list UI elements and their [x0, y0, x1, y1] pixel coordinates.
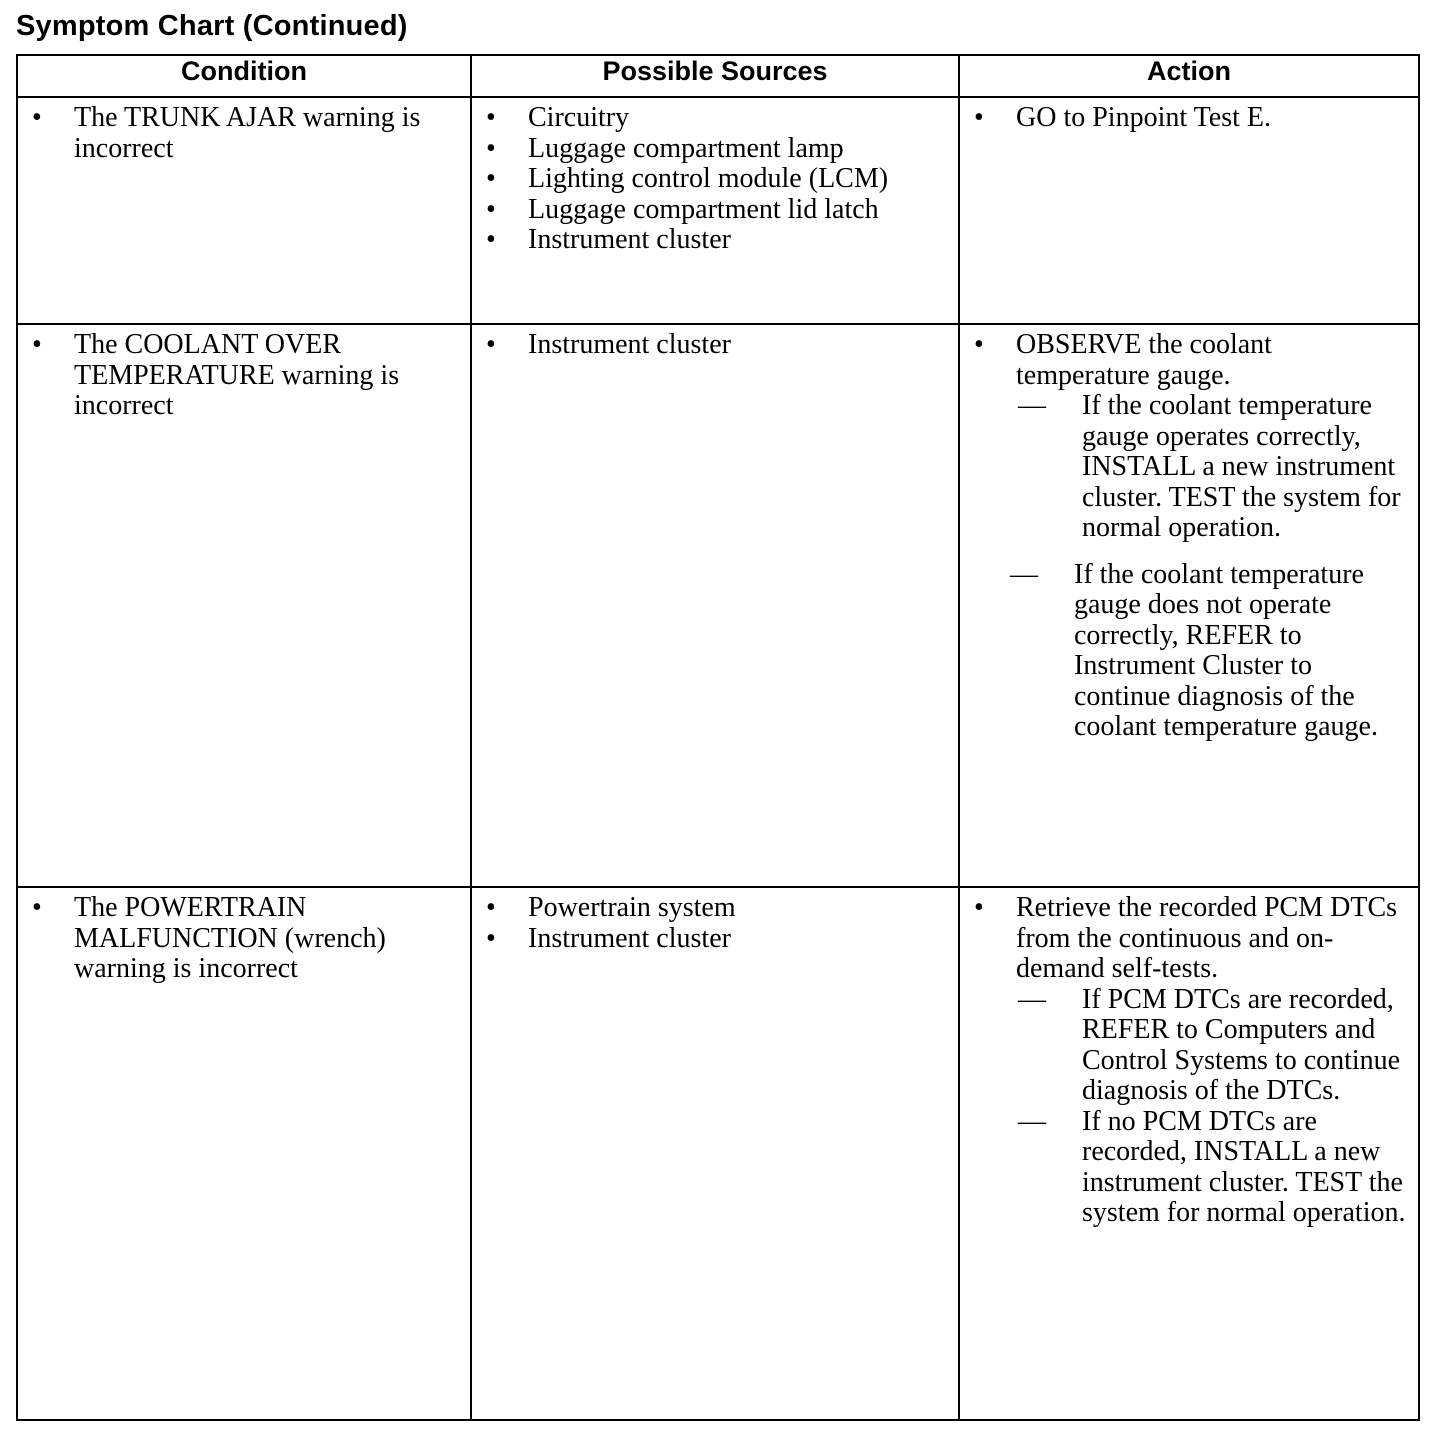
action-text: OBSERVE the coolant temperature gauge. — [1016, 329, 1272, 391]
source-text: Luggage compartment lamp — [528, 132, 844, 164]
source-item — [472, 330, 950, 361]
action-header: Action — [959, 55, 1419, 97]
action-cell — [959, 887, 1419, 1420]
header-row — [17, 55, 1419, 97]
condition-cell — [17, 887, 471, 1420]
substep-text: If PCM DTCs are recorded, REFER to Computers and Control Systems to continue diagnosis of the DTCs. — [1082, 983, 1401, 1106]
action-item — [960, 330, 1410, 743]
dash-icon: — — [1010, 558, 1038, 590]
dash-icon: — — [1018, 1105, 1046, 1137]
action-substep — [1016, 985, 1410, 1107]
bullet-icon: • — [486, 329, 496, 360]
bullet-icon: • — [486, 922, 496, 954]
condition-text: The TRUNK AJAR warning is incorrect — [74, 102, 421, 164]
action-substep — [1016, 1107, 1410, 1229]
bullet-icon: • — [974, 892, 984, 923]
condition-item — [18, 893, 462, 985]
bullet-icon: • — [486, 892, 496, 923]
action-substep — [1010, 558, 1410, 743]
dash-icon: — — [1018, 390, 1046, 421]
condition-cell — [17, 324, 471, 887]
sources-cell — [471, 97, 959, 324]
source-text: Circuitry — [528, 102, 630, 133]
condition-text: The COOLANT OVER TEMPERATURE warning is incorrect — [74, 329, 400, 421]
source-item — [472, 195, 950, 226]
bullet-icon: • — [486, 163, 496, 194]
substep-text: If the coolant temperature gauge operates correctly, INSTALL a new instrument cluster. TEST the system for normal operation. — [1082, 390, 1401, 543]
source-item — [472, 924, 950, 955]
condition-text: The POWERTRAIN MALFUNCTION (wrench) warning is incorrect — [74, 892, 386, 984]
condition-item — [18, 330, 462, 422]
dash-icon: — — [1018, 983, 1046, 1015]
source-text: Powertrain system — [528, 892, 736, 923]
condition-cell — [17, 97, 471, 324]
source-item — [472, 134, 950, 165]
source-text: Instrument cluster — [528, 224, 731, 255]
source-item — [472, 893, 950, 924]
sources-cell — [471, 324, 959, 887]
bullet-icon: • — [32, 892, 42, 923]
action-cell — [959, 324, 1419, 887]
source-text: Instrument cluster — [528, 329, 731, 360]
action-text: Retrieve the recorded PCM DTCs from the continuous and on-demand self-tests. — [1016, 892, 1398, 984]
action-substep — [1016, 391, 1410, 544]
source-text: Instrument cluster — [528, 922, 731, 954]
table-row — [17, 324, 1419, 887]
bullet-icon: • — [486, 224, 496, 255]
table-row — [17, 887, 1419, 1420]
source-text: Lighting control module (LCM) — [528, 163, 889, 194]
substep-text: If the coolant temperature gauge does not operate correctly, REFER to Instrument Cluster to continue diagnosis of the coolant temperature gauge. — [1074, 558, 1378, 742]
bullet-icon: • — [486, 102, 496, 133]
action-item — [960, 893, 1410, 1229]
sources-cell — [471, 887, 959, 1420]
bullet-icon: • — [974, 329, 984, 360]
condition-item — [18, 103, 462, 164]
action-item — [960, 103, 1410, 134]
bullet-icon: • — [32, 329, 42, 360]
page-title: Symptom Chart (Continued) — [16, 10, 408, 42]
substep-text: If no PCM DTCs are recorded, INSTALL a new instrument cluster. TEST the system for normal operation. — [1082, 1105, 1406, 1228]
source-item — [472, 164, 950, 195]
bullet-icon: • — [486, 193, 496, 225]
source-text: Luggage compartment lid latch — [528, 193, 879, 225]
bullet-icon: • — [486, 132, 496, 164]
source-item — [472, 225, 950, 256]
bullet-icon: • — [974, 102, 984, 133]
condition-header: Condition — [17, 55, 471, 97]
sources-header: Possible Sources — [471, 55, 959, 97]
action-text: GO to Pinpoint Test E. — [1016, 102, 1271, 133]
symptom-chart-table — [16, 54, 1420, 1421]
bullet-icon: • — [32, 102, 42, 133]
source-item — [472, 103, 950, 134]
table-row — [17, 97, 1419, 324]
action-cell — [959, 97, 1419, 324]
